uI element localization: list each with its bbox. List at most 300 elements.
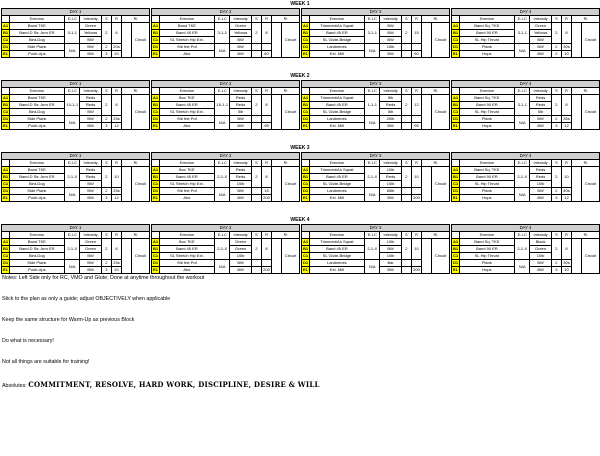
sets-value: 2	[551, 167, 561, 188]
exercise-name: Landmines	[309, 116, 365, 123]
sets-value: 2	[551, 188, 561, 195]
rest-value	[572, 23, 582, 58]
header-sets: S	[401, 232, 411, 239]
reps-value: 12	[111, 123, 121, 130]
exercise-label: B1	[303, 30, 309, 35]
exercise-name: Band 90 ER	[459, 102, 515, 109]
header-rest: RI	[572, 88, 600, 95]
exercise-name: Trimmed/Air Squat	[309, 167, 365, 174]
exercise-row	[302, 23, 450, 30]
intensity-value: BW	[230, 260, 251, 267]
exercise-name: Push-Ups	[9, 267, 65, 274]
exercise-label: B1	[153, 174, 159, 179]
day-title: DAY 4	[452, 81, 600, 88]
intensity-value: Reds	[230, 167, 251, 174]
exercise-name: SL Hip Thrust	[459, 253, 515, 260]
header-sets: S	[401, 88, 411, 95]
exercise-label: C1	[3, 109, 9, 114]
rest-value	[122, 239, 132, 274]
intensity-value: Reds	[230, 102, 251, 109]
intensity-value: BW	[230, 44, 251, 51]
intensity-value: BW	[530, 44, 551, 51]
exercise-name: Band 45 ER	[159, 102, 215, 109]
header-blank	[302, 16, 310, 23]
sets-value: 2	[551, 239, 561, 260]
eic-value: 2-1-X	[365, 239, 380, 260]
exercise-name: Band TKE	[9, 239, 65, 246]
exercise-label: A1	[303, 239, 309, 244]
header-sets: S	[251, 232, 261, 239]
exercise-label: E1	[453, 195, 458, 200]
header-sets: S	[101, 88, 111, 95]
exercise-label: B1	[453, 30, 459, 35]
intensity-value: BW	[80, 44, 101, 51]
exercise-name: Hops	[459, 195, 515, 202]
exercise-label: B1	[303, 102, 309, 107]
reps-value: 10	[111, 167, 121, 188]
header-eic: E-I-C	[365, 88, 380, 95]
exercise-label: B1	[153, 30, 159, 35]
exercise-name: Band 90 ER	[459, 174, 515, 181]
intensity-value: 10lb	[380, 181, 401, 188]
day-title: DAY 1	[2, 81, 150, 88]
exercise-label: E1	[3, 267, 8, 272]
sets-value	[401, 267, 411, 274]
header-sets: S	[551, 232, 561, 239]
reps-value: 25s	[113, 260, 120, 265]
exercise-label: A1	[153, 239, 159, 244]
intensity-value: BW	[530, 267, 551, 274]
exercise-name: Stir the Pot	[159, 260, 215, 267]
reps-value: 25s	[113, 116, 120, 121]
exercise-name: Ext. Mill	[309, 267, 365, 274]
header-exercise: Exercise	[459, 160, 515, 167]
header-rest: RI	[272, 88, 300, 95]
exercise-name: Box TKE	[159, 167, 215, 174]
exercise-name: Box TKE	[159, 239, 215, 246]
exercise-row	[2, 167, 150, 174]
intensity-value: BW	[80, 109, 101, 116]
rest-value	[422, 23, 432, 58]
intensity-value: Green	[530, 246, 551, 253]
note-line-5: Not all things are suitable for training!	[2, 359, 90, 365]
intensity-value: BW	[230, 188, 251, 195]
intensity-value: Reds	[530, 95, 551, 102]
header-reps: R	[411, 160, 421, 167]
eic-na: N/A	[515, 260, 530, 274]
rest-value	[272, 167, 282, 202]
exercise-name: Hops	[459, 51, 515, 58]
rest-value	[422, 167, 432, 202]
exercise-name: Abs	[159, 195, 215, 202]
exercise-name: Bird-Dog	[9, 253, 65, 260]
header-reps: R	[561, 16, 571, 23]
sets-value: 2	[101, 167, 111, 188]
reps-value: 12	[561, 123, 571, 130]
day-title: DAY 2	[152, 153, 300, 160]
sets-value: 2	[101, 23, 111, 44]
intensity-value: BW	[80, 123, 101, 130]
intensity-value: BW	[380, 37, 401, 44]
exercise-name: SL Glute-Bridge	[309, 37, 365, 44]
exercise-row	[452, 23, 600, 30]
sets-value: 2	[401, 167, 411, 188]
day-table	[1, 224, 150, 274]
eic-value: 3-1-1	[215, 23, 230, 44]
exercise-label: E1	[303, 267, 308, 272]
rest-value	[572, 167, 582, 202]
exercise-name: Ext. Mill	[309, 123, 365, 130]
exercise-name: SL Hip Thrust	[459, 109, 515, 116]
exercise-name: SL Stretch Hip Ext.	[159, 253, 215, 260]
reps-value: 8	[561, 95, 571, 116]
intensity-value: Reds	[530, 167, 551, 174]
sets-value: 2	[251, 95, 261, 116]
exercise-row	[2, 23, 150, 30]
sets-value: 3	[101, 123, 111, 130]
reps-value: 20s	[113, 44, 120, 49]
exercise-label: D1	[153, 188, 159, 193]
exercise-name: Band TKE	[159, 23, 215, 30]
reps-value: 12	[411, 95, 421, 116]
header-exercise: Exercise	[459, 88, 515, 95]
sets-value	[401, 195, 411, 202]
intensity-value: BW	[230, 123, 251, 130]
exercise-name: Band 90 ER	[459, 246, 515, 253]
reps-value: 10	[411, 239, 421, 260]
header-rest: RI	[122, 160, 150, 167]
eic-value: 2-1-X	[365, 167, 380, 188]
exercise-label: D1	[303, 188, 309, 193]
absolutes-values: COMMITMENT, RESOLVE, HARD WORK, DISCIPLINE, DESIRE & WILL	[28, 380, 320, 389]
header-rest: RI	[122, 232, 150, 239]
eic-na: N/A	[515, 44, 530, 58]
intensity-value: BW	[380, 51, 401, 58]
circuit-label: Circuit	[282, 239, 300, 274]
exercise-label: C1	[303, 253, 309, 258]
intensity-value: BW	[530, 51, 551, 58]
header-intensity: Intensity	[380, 232, 401, 239]
day-title: DAY 2	[152, 225, 300, 232]
exercise-label: C1	[303, 181, 309, 186]
day-table	[301, 80, 450, 130]
reps-value: 15	[411, 23, 421, 44]
reps-value: 6	[111, 23, 121, 44]
reps-value: 10	[111, 51, 121, 58]
intensity-value: Black	[530, 239, 551, 246]
day-table	[451, 8, 600, 58]
sets-value: 2	[401, 95, 411, 116]
circuit-label: Circuit	[132, 95, 150, 130]
exercise-label: A1	[153, 95, 159, 100]
reps-value: 15	[261, 188, 271, 195]
header-sets: S	[101, 160, 111, 167]
intensity-value: Reds	[530, 174, 551, 181]
intensity-value: BW	[80, 267, 101, 274]
exercise-label: D1	[153, 260, 159, 265]
exercise-name: Band TKE	[9, 23, 65, 30]
exercise-name: Side Plank	[9, 188, 65, 195]
intensity-value: Green	[80, 239, 101, 246]
exercise-label: C1	[453, 109, 459, 114]
header-blank	[152, 88, 160, 95]
intensity-value: BW	[530, 195, 551, 202]
eic-na: N/A	[65, 260, 80, 274]
exercise-row	[152, 239, 300, 246]
sets-value: 2	[551, 260, 561, 267]
exercise-name: Stir the Pot	[159, 116, 215, 123]
reps-value: 8	[261, 95, 271, 116]
reps-value: 8	[111, 239, 121, 260]
eic-value: 2-1-X	[65, 239, 80, 260]
rest-value	[272, 95, 282, 130]
sets-value: 2	[551, 95, 561, 116]
intensity-value: Reds	[80, 167, 101, 174]
intensity-value: 5lb	[230, 109, 251, 116]
exercise-name: Band Sq. TKE	[459, 239, 515, 246]
intensity-value: BW	[80, 188, 101, 195]
header-eic: E-I-C	[65, 160, 80, 167]
sets-value: 2	[251, 23, 261, 44]
circuit-label: Circuit	[132, 239, 150, 274]
exercise-name: Push-Ups	[9, 195, 65, 202]
circuit-label: Circuit	[132, 167, 150, 202]
exercise-label: E1	[153, 123, 158, 128]
exercise-name: Stir the Pot	[159, 44, 215, 51]
header-rest: RI	[572, 16, 600, 23]
exercise-label: E1	[303, 195, 308, 200]
intensity-value: Yellows	[530, 30, 551, 37]
sets-value: 2	[101, 95, 111, 116]
exercise-label: B1	[3, 174, 9, 179]
exercise-name: Bird-Dog	[9, 109, 65, 116]
intensity-value: BW	[530, 188, 551, 195]
week-title: WEEK 4	[290, 217, 310, 223]
exercise-label: E1	[153, 195, 158, 200]
exercise-name: Band 45 ER	[309, 174, 365, 181]
reps-value: 60	[261, 51, 271, 58]
exercise-name: Band Sq. TKE	[459, 167, 515, 174]
exercise-name: Band D Str. Arm ER	[9, 174, 65, 181]
exercise-label: D1	[453, 116, 459, 121]
header-exercise: Exercise	[459, 232, 515, 239]
eic-value: 3-1-1	[365, 23, 380, 44]
exercise-label: E1	[153, 51, 158, 56]
exercise-label: C1	[453, 253, 459, 258]
header-exercise: Exercise	[309, 16, 365, 23]
header-intensity: Intensity	[230, 232, 251, 239]
exercise-label: C1	[303, 109, 309, 114]
reps-value: 10	[411, 167, 421, 188]
eic-na: N/A	[65, 116, 80, 130]
exercise-name: Push-Ups	[9, 123, 65, 130]
exercise-row	[302, 167, 450, 174]
intensity-value: Green	[230, 246, 251, 253]
reps-value	[411, 260, 421, 267]
intensity-value: BW	[530, 116, 551, 123]
reps-value: 10	[111, 267, 121, 274]
sets-value	[401, 260, 411, 267]
header-blank	[152, 16, 160, 23]
intensity-value: Reds	[380, 174, 401, 181]
header-blank	[2, 88, 10, 95]
day-title: DAY 2	[152, 9, 300, 16]
day-title: DAY 1	[2, 225, 150, 232]
week-title: WEEK 2	[290, 73, 310, 79]
reps-value: 35s	[563, 116, 570, 121]
exercise-label: D1	[153, 44, 159, 49]
day-title: DAY 1	[2, 9, 150, 16]
exercise-name: SL Stretch Hip Ext.	[159, 181, 215, 188]
exercise-label: E1	[453, 123, 458, 128]
exercise-label: C1	[153, 109, 159, 114]
day-table	[301, 8, 450, 58]
header-exercise: Exercise	[309, 232, 365, 239]
eic-value: 3-1-1	[515, 95, 530, 116]
header-exercise: Exercise	[309, 160, 365, 167]
sets-value	[251, 51, 261, 58]
exercise-name: Band 45 ER	[309, 246, 365, 253]
exercise-name: Trimmed/Air Squat	[309, 95, 365, 102]
eic-na: N/A	[65, 188, 80, 202]
header-intensity: Intensity	[380, 160, 401, 167]
header-sets: S	[551, 16, 561, 23]
intensity-value: BW	[80, 51, 101, 58]
day-table	[301, 224, 450, 274]
sets-value	[251, 260, 261, 267]
header-sets: S	[251, 160, 261, 167]
exercise-label: E1	[303, 123, 308, 128]
exercise-row	[152, 167, 300, 174]
exercise-name: Bird-Dog	[9, 37, 65, 44]
exercise-name: Hops	[459, 267, 515, 274]
exercise-label: B1	[3, 246, 9, 251]
header-intensity: Intensity	[80, 16, 101, 23]
sets-value: 3	[101, 195, 111, 202]
exercise-label: D1	[303, 260, 309, 265]
rest-value	[122, 23, 132, 58]
rest-value	[122, 167, 132, 202]
exercise-row	[152, 95, 300, 102]
eic-value: 3-1-1	[515, 23, 530, 44]
week-block	[0, 80, 600, 142]
header-rest: RI	[422, 160, 450, 167]
header-exercise: Exercise	[159, 160, 215, 167]
exercise-name: Landmines	[309, 44, 365, 51]
header-blank	[452, 88, 460, 95]
sets-value	[401, 123, 411, 130]
eic-value: 1-1-1	[365, 95, 380, 116]
notes-section	[2, 275, 598, 389]
intensity-value: BW	[80, 37, 101, 44]
header-reps: R	[411, 232, 421, 239]
intensity-value: 65lb	[380, 188, 401, 195]
exercise-row	[452, 95, 600, 102]
circuit-label: Circuit	[432, 239, 450, 274]
reps-value: 8	[111, 95, 121, 116]
rest-value	[422, 95, 432, 130]
header-rest: RI	[122, 16, 150, 23]
header-reps: R	[111, 160, 121, 167]
intensity-value: Green	[530, 23, 551, 30]
reps-value: 8	[261, 239, 271, 260]
day-title: DAY 3	[302, 81, 450, 88]
exercise-label: B1	[153, 102, 159, 107]
exercise-name: Side Plank	[9, 116, 65, 123]
exercise-name: Side Plank	[9, 260, 65, 267]
reps-value	[261, 44, 271, 51]
intensity-value: Bar	[380, 260, 401, 267]
exercise-row	[2, 95, 150, 102]
intensity-value: BW	[380, 195, 401, 202]
reps-value: 8	[561, 239, 571, 260]
intensity-value: 5lb	[380, 95, 401, 102]
day-table	[301, 152, 450, 202]
exercise-label: C1	[453, 37, 459, 42]
header-reps: R	[561, 232, 571, 239]
exercise-name: SL Hip Thrust	[459, 181, 515, 188]
reps-value: 30s	[563, 44, 570, 49]
intensity-value: BW	[230, 195, 251, 202]
sets-value: 3	[551, 123, 561, 130]
sets-value: 2	[551, 116, 561, 123]
eic-na: N/A	[365, 116, 380, 130]
header-intensity: Intensity	[380, 16, 401, 23]
day-title: DAY 4	[452, 225, 600, 232]
exercise-row	[302, 95, 450, 102]
intensity-value: 10lb	[380, 239, 401, 246]
exercise-label: A1	[3, 95, 9, 100]
exercise-label: A1	[303, 23, 309, 28]
exercise-name: Band 90 ER	[459, 30, 515, 37]
note-line-1: Notes: Left Side only for RC, VMO and Glute; Done at anytime throughout the workout	[2, 275, 205, 281]
exercise-row	[2, 239, 150, 246]
day-title: DAY 3	[302, 9, 450, 16]
header-eic: E-I-C	[215, 232, 230, 239]
week-title: WEEK 3	[290, 145, 310, 151]
note-line-3: Keep the same structure for Warm-Up as previous Block	[2, 317, 135, 323]
eic-value: 15-1-1	[215, 95, 230, 116]
sets-value: 2	[401, 239, 411, 260]
eic-na: N/A	[365, 188, 380, 202]
header-eic: E-I-C	[365, 160, 380, 167]
header-intensity: Intensity	[530, 160, 551, 167]
exercise-name: SL Glute-Bridge	[309, 253, 365, 260]
circuit-label: Circuit	[282, 95, 300, 130]
eic-na: N/A	[215, 44, 230, 58]
header-sets: S	[251, 88, 261, 95]
header-blank	[152, 160, 160, 167]
intensity-value: Reds	[80, 102, 101, 109]
header-eic: E-I-C	[365, 232, 380, 239]
header-rest: RI	[422, 88, 450, 95]
header-blank	[2, 160, 10, 167]
exercise-label: D1	[453, 44, 459, 49]
header-eic: E-I-C	[515, 16, 530, 23]
header-reps: R	[261, 160, 271, 167]
header-intensity: Intensity	[530, 232, 551, 239]
exercise-label: C1	[453, 181, 459, 186]
reps-value	[411, 116, 421, 123]
exercise-label: C1	[153, 253, 159, 258]
day-table	[151, 8, 300, 58]
reps-value: 12	[111, 195, 121, 202]
header-blank	[452, 16, 460, 23]
header-intensity: Intensity	[530, 88, 551, 95]
exercise-name: Abs	[159, 51, 215, 58]
day-title: DAY 3	[302, 153, 450, 160]
header-exercise: Exercise	[9, 16, 65, 23]
